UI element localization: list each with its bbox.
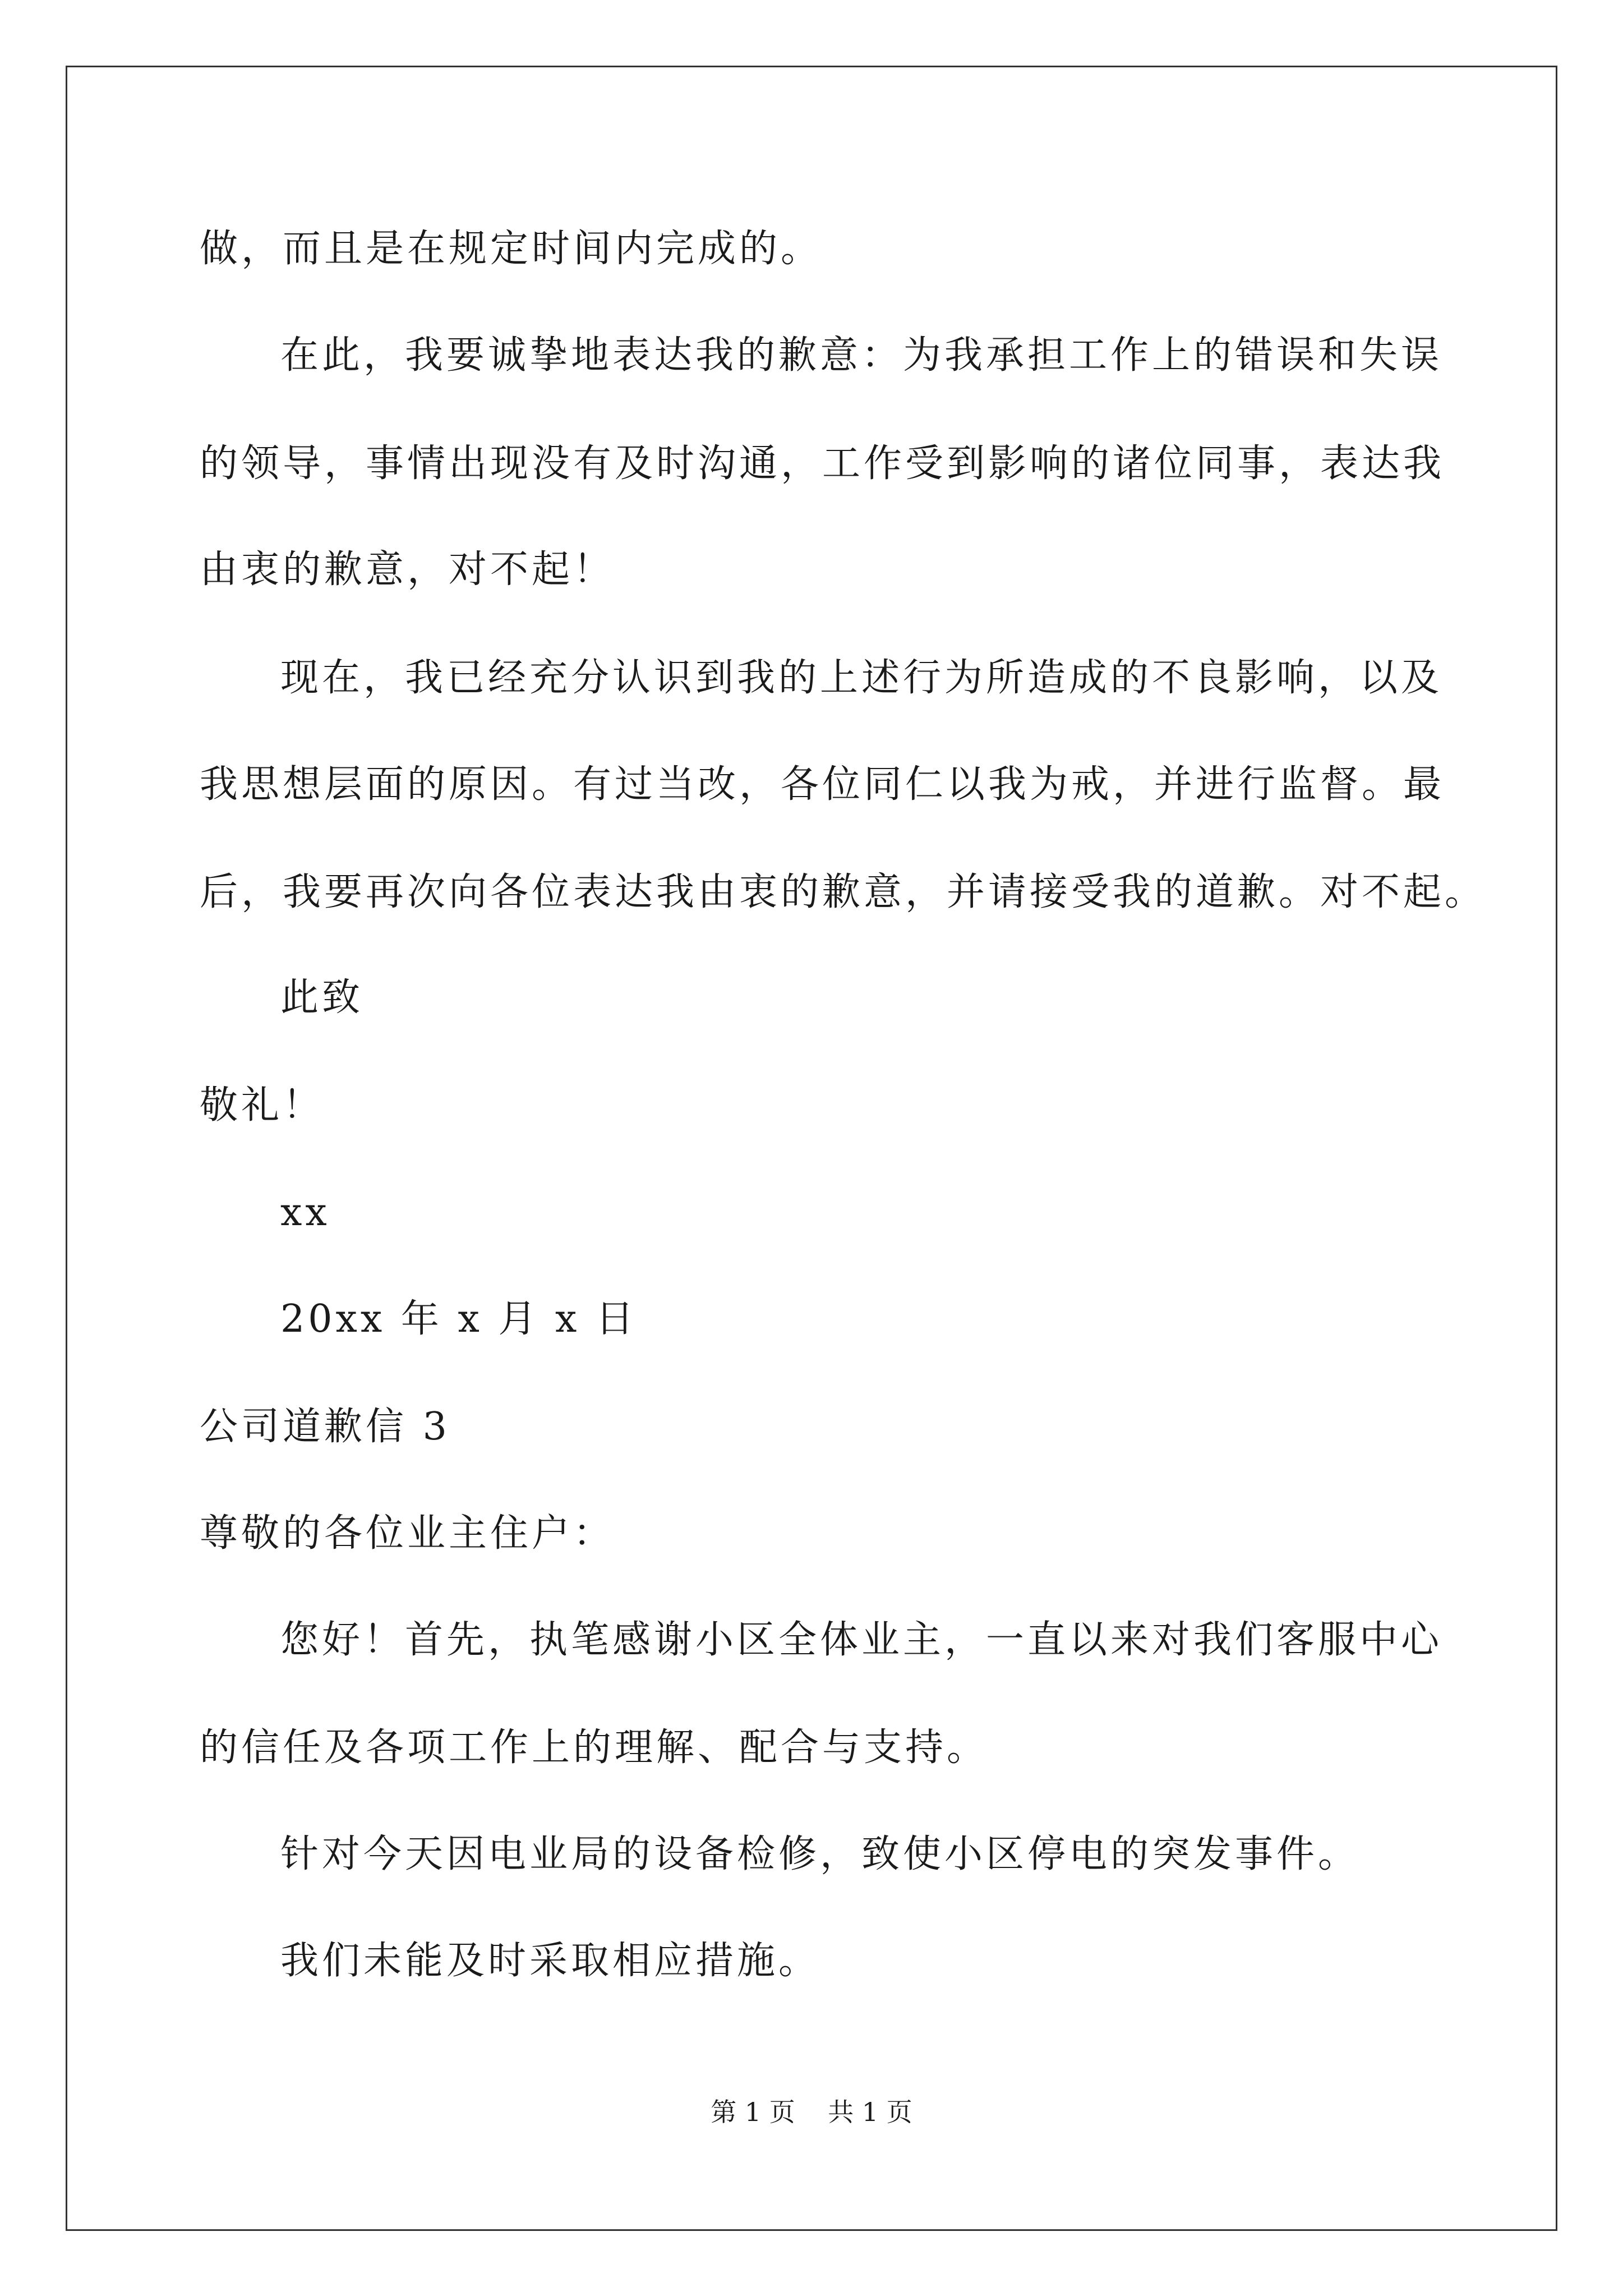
body-line-2: 在此，我要诚挚地表达我的歉意：为我承担工作上的错误和失误 [280,333,1443,378]
closing-regards: 敬礼！ [200,1083,325,1128]
body-line-1: 做，而且是在规定时间内完成的。 [200,227,823,271]
body-line-5: 现在，我已经充分认识到我的上述行为所造成的不良影响，以及 [280,656,1443,700]
signature-name: xx [280,1190,330,1235]
body-line-6: 我思想层面的原因。有过当改，各位同仁以我为戒，并进行监督。最 [200,762,1445,807]
closing-salutation: 此致 [280,976,364,1020]
body-line-16: 针对今天因电业局的设备检修，致使小区停电的突发事件。 [280,1832,1360,1876]
body-line-14: 您好！首先，执笔感谢小区全体业主，一直以来对我们客服中心 [280,1618,1443,1662]
section-title: 公司道歉信 3 [200,1405,450,1449]
letter-greeting: 尊敬的各位业主住户： [200,1511,615,1556]
body-line-15: 的信任及各项工作上的理解、配合与支持。 [200,1726,989,1770]
page-border [66,66,1557,2231]
body-line-4: 由衷的歉意，对不起！ [200,547,615,592]
body-line-17: 我们未能及时采取相应措施。 [280,1939,820,1983]
page-number-footer: 第 1 页 共 1 页 [711,2097,912,2127]
body-line-7: 后，我要再次向各位表达我由衷的歉意，并请接受我的道歉。对不起。 [200,870,1487,914]
body-line-3: 的领导，事情出现没有及时沟通，工作受到影响的诸位同事，表达我 [200,441,1445,486]
signature-date: 20xx 年 x 月 x 日 [280,1297,638,1341]
